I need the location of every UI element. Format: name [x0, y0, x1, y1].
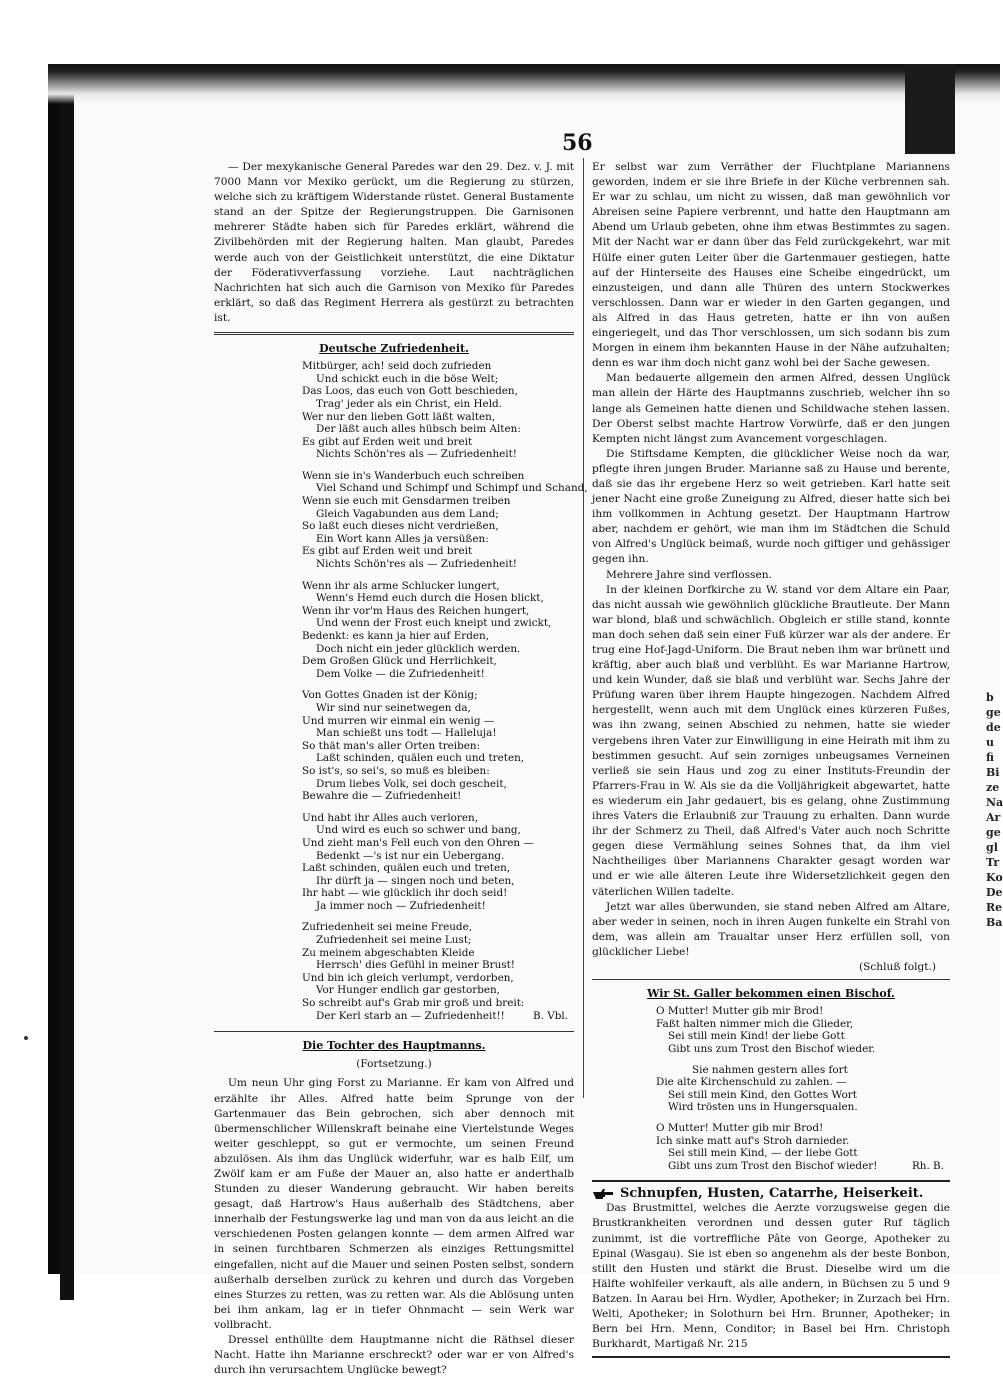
edge-fragment: de — [986, 721, 1001, 734]
poem-bischof — [592, 1005, 950, 1172]
ad-heading — [592, 1186, 950, 1201]
poem-line: Sei still mein Kind, den Gottes Wort — [668, 1088, 857, 1101]
poem-line: Sie nahmen gestern alles fort — [692, 1063, 848, 1076]
section-rule — [214, 1031, 574, 1032]
poem-line: Ja immer noch — Zufriedenheit! — [316, 899, 486, 912]
story-title: Die Tochter des Hauptmanns. — [302, 1039, 486, 1053]
edge-fragment: Tr — [986, 856, 1000, 869]
poem-line: Das Loos, das euch von Gott beschieden, — [302, 385, 518, 398]
poem-line: So thät man's aller Orten treiben: — [302, 739, 481, 752]
poem-line: Doch nicht ein jeder glücklich werden. — [316, 642, 521, 655]
poem-line: Und wird es euch so schwer und bang, — [316, 824, 521, 837]
edge-fragment: ze — [986, 781, 1000, 794]
story-paragraph: Jetzt war alles überwunden, sie stand neben Alfred am Altare, aber weder in seinen, noch in ihren Augen funkelte ein Strahl von dem, was allein am Traualtar unser Herz erfüllen soll, von glücklicher Liebe! — [592, 900, 950, 958]
poem-line: So ist's, so sei's, so muß es bleiben: — [302, 764, 490, 777]
poem-line: O Mutter! Mutter gib mir Brod! — [656, 1121, 824, 1134]
poem-line: So laßt euch dieses nicht verdrießen, — [302, 520, 499, 533]
poem-line: Wenn sie euch mit Gensdarmen treiben — [302, 495, 511, 508]
poem-line: Und habt ihr Alles auch verloren, — [302, 811, 479, 824]
poem-line: Dem Großen Glück und Herrlichkeit, — [302, 655, 497, 668]
story-paragraph: Um neun Uhr ging Forst zu Marianne. Er kam von Alfred und erzählte ihr Alles. Alfred hatte beim Sprunge von der Gartenmauer das Bein gebrochen, sich aber dennoch mit übermenschlicher Willenskraft beinahe eine Viertelstunde Weges weiter geschleppt, so gut er vermochte, um seinen Freund abzulösen. Als ihm das Unglück widerfuhr, war es halb Eilf, um Zwölf kam er am Fuße der Mauer an, also hatte er anderthalb Stunden zu dieser Wanderung gebraucht. Wir haben bereits gesagt, daß Hartrow's Haus außerhalb des Städtchens, aber innerhalb der Festungswerke lag und man von da aus leicht an die verschiedenen Posten gelangen konnte — dem armen Alfred war in seinen furchtbaren Schmerzen als einziges Rettungsmittel eingefallen, nicht auf die Mauer und seinen Posten selbst, sondern außerhalb derselben zurück zu kehren und durch das Vorgeben eines Sturzes zu retten, was zu retten war. Als die Ablösung unten bei ihm ankam, lag er in tiefer Ohnmacht — sein Werk war vollbracht. — [214, 1077, 574, 1331]
section-rule — [214, 332, 574, 335]
edge-fragment: gl — [986, 841, 998, 854]
edge-fragment: De — [986, 886, 1003, 899]
story-paragraph: Dressel enthüllte dem Hauptmanne nicht die Räthsel dieser Nacht. Hatte ihn Marianne erschreckt? oder war er von Alfred's durch ihn verursachtem Unglücke bewegt? — [214, 1334, 574, 1377]
advertisement — [592, 1180, 950, 1358]
poem-line: Wenn ihr als arme Schlucker lungert, — [302, 579, 500, 592]
edge-fragment: u — [986, 736, 994, 749]
poem-stanza — [656, 1064, 950, 1114]
poem-line: Zu meinem abgeschabten Kleide — [302, 946, 475, 959]
poem-line: So schreibt auf's Grab mir groß und breit: — [302, 997, 525, 1010]
edge-fragment: Ko — [986, 871, 1003, 884]
adjacent-page-edge — [986, 690, 1003, 930]
poem-stanza — [302, 360, 574, 461]
right-column — [592, 160, 950, 1358]
ad-title-text: Schnupfen, Husten, Catarrhe, Heiserkeit. — [620, 1186, 924, 1202]
poem-line: Man schießt uns todt — Halleluja! — [316, 727, 497, 740]
poem-line: Bedenkt: es kann ja hier auf Erden, — [302, 630, 490, 642]
poem-stanza — [302, 689, 574, 802]
poem-line: Wird trösten uns in Hungersqualen. — [668, 1101, 858, 1114]
poem-stanza — [302, 812, 574, 913]
poem-line: Wer nur den lieben Gott läßt walten, — [302, 410, 496, 423]
poem-line: Es gibt auf Erden weit und breit — [302, 545, 473, 558]
scan-border-top — [0, 0, 1000, 64]
news-paragraph: — Der mexykanische General Paredes war den 29. Dez. v. J. mit 7000 Mann vor Mexiko gerückt, um die Regierung zu stürzen, welche sich zu kräftigem Widerstande rüstet. General Bustamente stand an der Spitze der Regierungstruppen. Die Garnisonen mehrerer Städte haben sich für Paredes erklärt, während die Zivilbehörden mit der Regierung halten. Man glaubt, Paredes werde auch von der Geistlichkeit unterstützt, die eine Diktatur der Föderativverfassung vorziehe. Laut nachträglichen Nachrichten hat sich auch die Garnison von Mexiko für Paredes erklärt, so daß das Regiment Herrera als gestürzt zu betrachten ist. — [214, 161, 574, 324]
continued-note: (Schluß folgt.) — [858, 960, 936, 973]
poem-line: Dem Volke — die Zufriedenheit! — [316, 667, 485, 680]
poem-line: Nichts Schön'res als — Zufriedenheit! — [316, 558, 517, 571]
poem-line: Mitbürger, ach! seid doch zufrieden — [302, 360, 492, 373]
story-paragraph: Mehrere Jahre sind verflossen. — [606, 568, 772, 581]
inner-gutter-shadow — [60, 90, 74, 1300]
poem-line: Und zieht man's Fell euch von den Ohren — — [302, 836, 534, 849]
poem-line: Ihr habt — wie glücklich ihr doch seid! — [302, 887, 508, 900]
poem-line: Faßt halten nimmer mich die Glieder, — [656, 1017, 854, 1030]
poem-line: Gibt uns zum Trost den Bischof wieder! Rh. B. — [656, 1160, 950, 1173]
poem-line: Viel Schand und Schimpf und Schimpf und Schand, — [316, 482, 588, 495]
poem-line: Zufriedenheit sei meine Lust; — [316, 934, 472, 947]
column-divider — [583, 158, 584, 1098]
poem-line: Herrsch' dies Gefühl in meiner Brust! — [316, 959, 515, 972]
section-rule — [592, 979, 950, 980]
poem-stanza — [656, 1122, 950, 1172]
poem-line: Wenn sie in's Wanderbuch euch schreiben — [302, 469, 525, 482]
edge-fragment: Re — [986, 901, 1003, 914]
poem-line: Gibt uns zum Trost den Bischof wieder. — [668, 1042, 876, 1055]
edge-fragment: fi — [986, 751, 994, 764]
poem-signature: Rh. B. — [911, 1159, 944, 1172]
poem-line: Die alte Kirchenschuld zu zahlen. — — [656, 1076, 847, 1089]
edge-fragment: Ar — [986, 811, 1001, 824]
story-paragraph: Die Stiftsdame Kempten, die glücklicher Weise noch da war, pflegte ihren jungen Bruder. Marianne saß zu Hause und berente, daß sie das ihr ergebene Herz so weit getrieben. Karl hatte seit jener Nacht eine große Zuneigung zu Alfred, dieser hatte sich bei ihm vollkommen in Achtung gesetzt. Der Hauptmann Hartrow aber, nachdem er gehört, wie man ihm im Städtchen die Schuld von Alfred's Unglück beimaß, wurde noch giftiger und gehässiger gegen ihn. — [592, 447, 950, 566]
poem-zufriedenheit — [214, 360, 588, 1022]
poem-line: Und bin ich gleich verlumpt, verdorben, — [302, 971, 514, 984]
corner-shadow — [905, 64, 955, 154]
poem-line: Sei still mein Kind, — der liebe Gott — [668, 1147, 858, 1160]
poem-line: Drum liebes Volk, sei doch gescheit, — [316, 777, 507, 790]
poem-line: Trag' jeder als ein Christ, ein Held. — [316, 397, 502, 410]
poem-line: Ich sinke matt auf's Stroh darnieder. — [656, 1134, 850, 1147]
edge-fragment: Ba — [986, 916, 1003, 929]
poem-stanza — [302, 580, 574, 681]
poem-line: Und murren wir einmal ein wenig — — [302, 714, 495, 727]
edge-fragment: ge — [986, 826, 1001, 839]
poem-stanza — [656, 1005, 950, 1055]
ad-body: Das Brustmittel, welches die Aerzte vorzugsweise gegen die Brustkrankheiten verordnen und dessen guter Ruf täglich zunimmt, ist die vortreffliche Pâte von George, Apotheker zu Epinal (Wasgau). Sie ist eben so angenehm als der beste Bonbon, stillt den Husten und stärkt die Brust. Dieselbe wird um die Hälfte wohlfeiler verkauft, als alle andern, in Büchsen zu 5 und 9 Batzen. In Aarau bei Hrn. Wydler, Apotheker; in Zurzach bei Hrn. Welti, Apotheker; in Solothurn bei Hrn. Brunner, Apotheker; in Bern bei Hrn. Menn, Conditor; in Basel bei Hrn. Christoph Burkhardt, Martigaß Nr. 215 — [592, 1202, 950, 1351]
pointing-hand-icon — [592, 1188, 614, 1200]
poem-line: Bewahre die — Zufriedenheit! — [302, 790, 462, 803]
poem-line: Der Kerl starb an — Zufriedenheit!! B. Vbl. — [302, 1010, 574, 1023]
page-number: 56 — [562, 130, 593, 156]
story-paragraph: Man bedauerte allgemein den armen Alfred, dessen Unglück man allein der Härte des Hauptmanns zuschrieb, welcher ihn so lange als Gemeinen hatte dienen und Schildwache stehen lassen. Der Oberst selbst machte Hartrow Vorwürfe, daß er den jungen Kempten nicht längst zum Avancement vorgeschlagen. — [592, 372, 950, 445]
poem-line: Und wenn der Frost euch kneipt und zwickt, — [316, 617, 552, 630]
left-column — [214, 160, 588, 1378]
story-subtitle: (Fortsetzung.) — [356, 1058, 432, 1071]
story-paragraph: In der kleinen Dorfkirche zu W. stand vor dem Altare ein Paar, das nicht aussah wie gewöhnlich glückliche Brautleute. Der Mann war blond, blaß und schwächlich. Obgleich er stille stand, konnte man doch sehen daß sein einer Fuß kürzer war als der andere. Er trug eine Hof-Jagd-Uniform. Die Braut neben ihm war brünett und kräftig, aber auch blaß und verblüht. Es war Marianne Hartrow, und kein Wunder, daß sie blaß und verblüht war. Sechs Jahre der Prüfung waren über ihrem Haupte hingezogen. Nachdem Alfred hergestellt, wenn auch mit dem Unglück eines kürzeren Fußes, was ihn zwang, seinen Abschied zu nehmen, hatte sie wieder vergebens ihren Vater zur Einwilligung in eine Heirath mit ihm zu bestimmen gesucht. Auf sein zorniges unbeugsames Verneinen verließ sie sein Haus und zog zu einer Instituts-Freundin der Pfarrers-Frau in W. Als sie da die Volljährigkeit abgewartet, hatte es wiederum ein Jahr gedauert, bis es gelang, ohne Zustimmung ihres Vaters die Erlaubniß zur Trauung zu erhalten. Dann wurde ihr der Schmerz zu Theil, daß Alfred's Vater auch noch Schritte gegen diese Vermählung seines Sohnes that, da ihm viel Nachtheiliges über Mariannens Charakter gesagt worden war und er wie alle älteren Leute ihre Widersetzlichkeit gegen den väterlichen Willen tadelte. — [592, 583, 950, 898]
poem-line: Vor Hunger endlich gar gestorben, — [316, 984, 500, 997]
poem-line: Ihr dürft ja — singen noch und beten, — [316, 874, 515, 887]
top-shadow — [48, 64, 1000, 104]
poem-stanza — [302, 921, 574, 1022]
poem-stanza — [302, 469, 588, 571]
edge-fragment: b — [986, 691, 994, 704]
poem-line: Es gibt auf Erden weit und breit — [302, 435, 473, 448]
poem-line: O Mutter! Mutter gib mir Brod! — [656, 1005, 824, 1018]
poem-line: Ein Wort kann Alles ja versüßen: — [316, 532, 489, 545]
story-continuation: Er selbst war zum Verräther der Fluchtplane Mariannens geworden, indem er sie ihre Briefe in der Küche verbrennen sah. Er war zu schlau, um nicht zu wissen, daß man gewöhnlich vor Abreisen seine Papiere verbrennt, und hatte den Hauptmann am Abend um Urlaub gebeten, ohne ihm etwas Bestimmtes zu sagen. Mit der Nacht war er dann über das Feld zurückgekehrt, war mit Hülfe einer guten Leiter über die Gartenmauer gestiegen, hatte auf der Hinterseite des Hauses eine Scheibe eingedrückt, um einzusteigen, und dann alle Thüren des untern Stockwerkes verschlossen. Dann war er wieder in den Garten gegangen, und als Alfred in das Haus getreten, hatte er ihn von außen eingeriegelt, und das Thor verschlossen, um sich sodann bis zum Morgen in einem ihm bekannten Hause in der Nähe aufzuhalten; denn es war ihm doch nicht ganz wohl bei der Sache gewesen. — [592, 161, 950, 370]
edge-fragment: ge — [986, 706, 1001, 719]
poem-title-bischof: Wir St. Galler bekommen einen Bischof. — [647, 987, 895, 1001]
poem-line: Zufriedenheit sei meine Freude, — [302, 921, 473, 934]
poem-line: Bedenkt —'s ist nur ein Uebergang. — [316, 849, 505, 862]
poem-line: Von Gottes Gnaden ist der König; — [302, 689, 478, 702]
poem-line: Gleich Vagabunden aus dem Land; — [316, 507, 499, 520]
poem-line: Und schickt euch in die böse Welt; — [316, 372, 499, 385]
poem-signature: B. Vbl. — [532, 1009, 568, 1022]
poem-line: Sei still mein Kind! der liebe Gott — [668, 1030, 845, 1043]
edge-fragment: Na — [986, 796, 1003, 809]
edge-fragment: Bi — [986, 766, 1000, 779]
poem-line: Der läßt auch alles hübsch beim Alten: — [316, 423, 521, 436]
poem-title: Deutsche Zufriedenheit. — [319, 342, 469, 356]
poem-line: Wir sind nur seinetwegen da, — [316, 701, 471, 714]
poem-line: Wenn's Hemd euch durch die Hosen blickt, — [316, 592, 544, 605]
scan-speck — [24, 1036, 28, 1040]
poem-line: Laßt schinden, quälen euch und treten, — [302, 862, 511, 875]
poem-line: Wenn ihr vor'm Haus des Reichen hungert, — [302, 604, 530, 617]
poem-line: Nichts Schön'res als — Zufriedenheit! — [316, 448, 517, 461]
poem-line: Laßt schinden, quälen euch und treten, — [316, 752, 525, 765]
